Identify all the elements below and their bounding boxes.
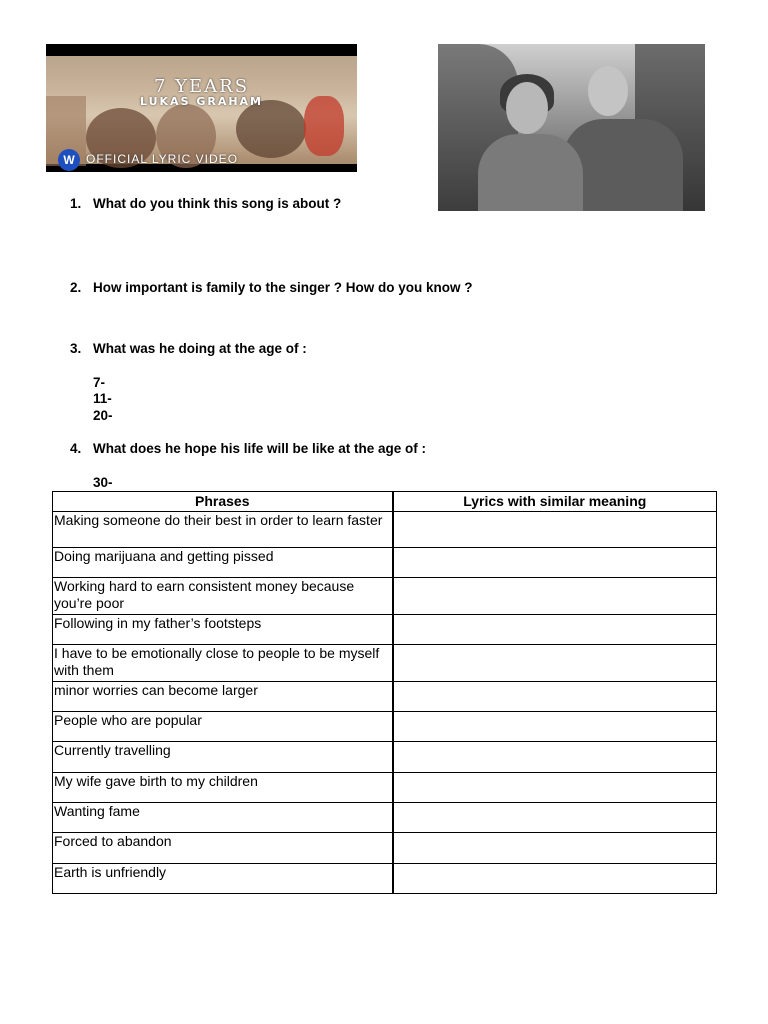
column-header-lyrics: Lyrics with similar meaning: [393, 492, 717, 512]
phrase-cell: Currently travelling: [53, 742, 393, 773]
age-item: 20-: [93, 408, 113, 423]
table-row: [53, 512, 717, 548]
video-artist: LUKAS GRAHAM: [139, 95, 264, 108]
table-row: [53, 682, 717, 712]
singer-photo: [438, 44, 705, 211]
phrase-cell: My wife gave birth to my children: [53, 773, 393, 803]
thumbnail-scene: [46, 56, 357, 167]
table-row: [53, 578, 717, 615]
phrase-cell: Following in my father’s footsteps: [53, 615, 393, 645]
warner-logo-icon: W: [58, 149, 80, 171]
phrase-cell: Working hard to earn consistent money because you’re poor: [53, 578, 393, 615]
video-tag: OFFICIAL LYRIC VIDEO: [86, 152, 239, 166]
phrase-cell: Forced to abandon: [53, 833, 393, 864]
question-number: 4.: [70, 441, 82, 456]
lyric-video-thumbnail: [46, 44, 357, 172]
question-number: 3.: [70, 341, 82, 356]
lyrics-answer-cell[interactable]: [393, 803, 717, 833]
table-row: [53, 803, 717, 833]
question-text: What was he doing at the age of :: [93, 341, 307, 356]
lyrics-answer-cell[interactable]: [393, 548, 717, 578]
phrase-cell: minor worries can become larger: [53, 682, 393, 712]
lyrics-answer-cell[interactable]: [393, 712, 717, 742]
lyrics-answer-cell[interactable]: [393, 682, 717, 712]
lyrics-answer-cell[interactable]: [393, 742, 717, 773]
question-text: What do you think this song is about ?: [93, 196, 342, 211]
lyrics-answer-cell[interactable]: [393, 512, 717, 548]
table-header-row: [53, 492, 717, 512]
table-row: [53, 645, 717, 682]
age-item: 30-: [93, 475, 113, 490]
table-row: [53, 742, 717, 773]
table-row: [53, 773, 717, 803]
table-row: [53, 864, 717, 894]
question-text: How important is family to the singer ? How do you know ?: [93, 280, 473, 295]
lyrics-answer-cell[interactable]: [393, 833, 717, 864]
lyrics-answer-cell[interactable]: [393, 615, 717, 645]
lyrics-answer-cell[interactable]: [393, 864, 717, 894]
video-title: 7 YEARS: [153, 76, 250, 97]
phrase-cell: Doing marijuana and getting pissed: [53, 548, 393, 578]
phrase-cell: Making someone do their best in order to learn faster: [53, 512, 393, 548]
phrase-cell: Earth is unfriendly: [53, 864, 393, 894]
table-row: [53, 712, 717, 742]
column-header-phrases: Phrases: [53, 492, 393, 512]
age-item: 7-: [93, 375, 106, 390]
lyrics-answer-cell[interactable]: [393, 578, 717, 615]
table-row: [53, 833, 717, 864]
phrases-table: [52, 491, 717, 894]
question-text: What does he hope his life will be like at the age of :: [93, 441, 427, 456]
lyrics-answer-cell[interactable]: [393, 773, 717, 803]
table-row: [53, 548, 717, 578]
age-item: 11-: [93, 391, 112, 406]
table-row: [53, 615, 717, 645]
lyrics-answer-cell[interactable]: [393, 645, 717, 682]
question-number: 2.: [70, 280, 82, 295]
question-number: 1.: [70, 196, 82, 211]
phrase-cell: Wanting fame: [53, 803, 393, 833]
phrase-cell: People who are popular: [53, 712, 393, 742]
phrase-cell: I have to be emotionally close to people to be myself with them: [53, 645, 393, 682]
